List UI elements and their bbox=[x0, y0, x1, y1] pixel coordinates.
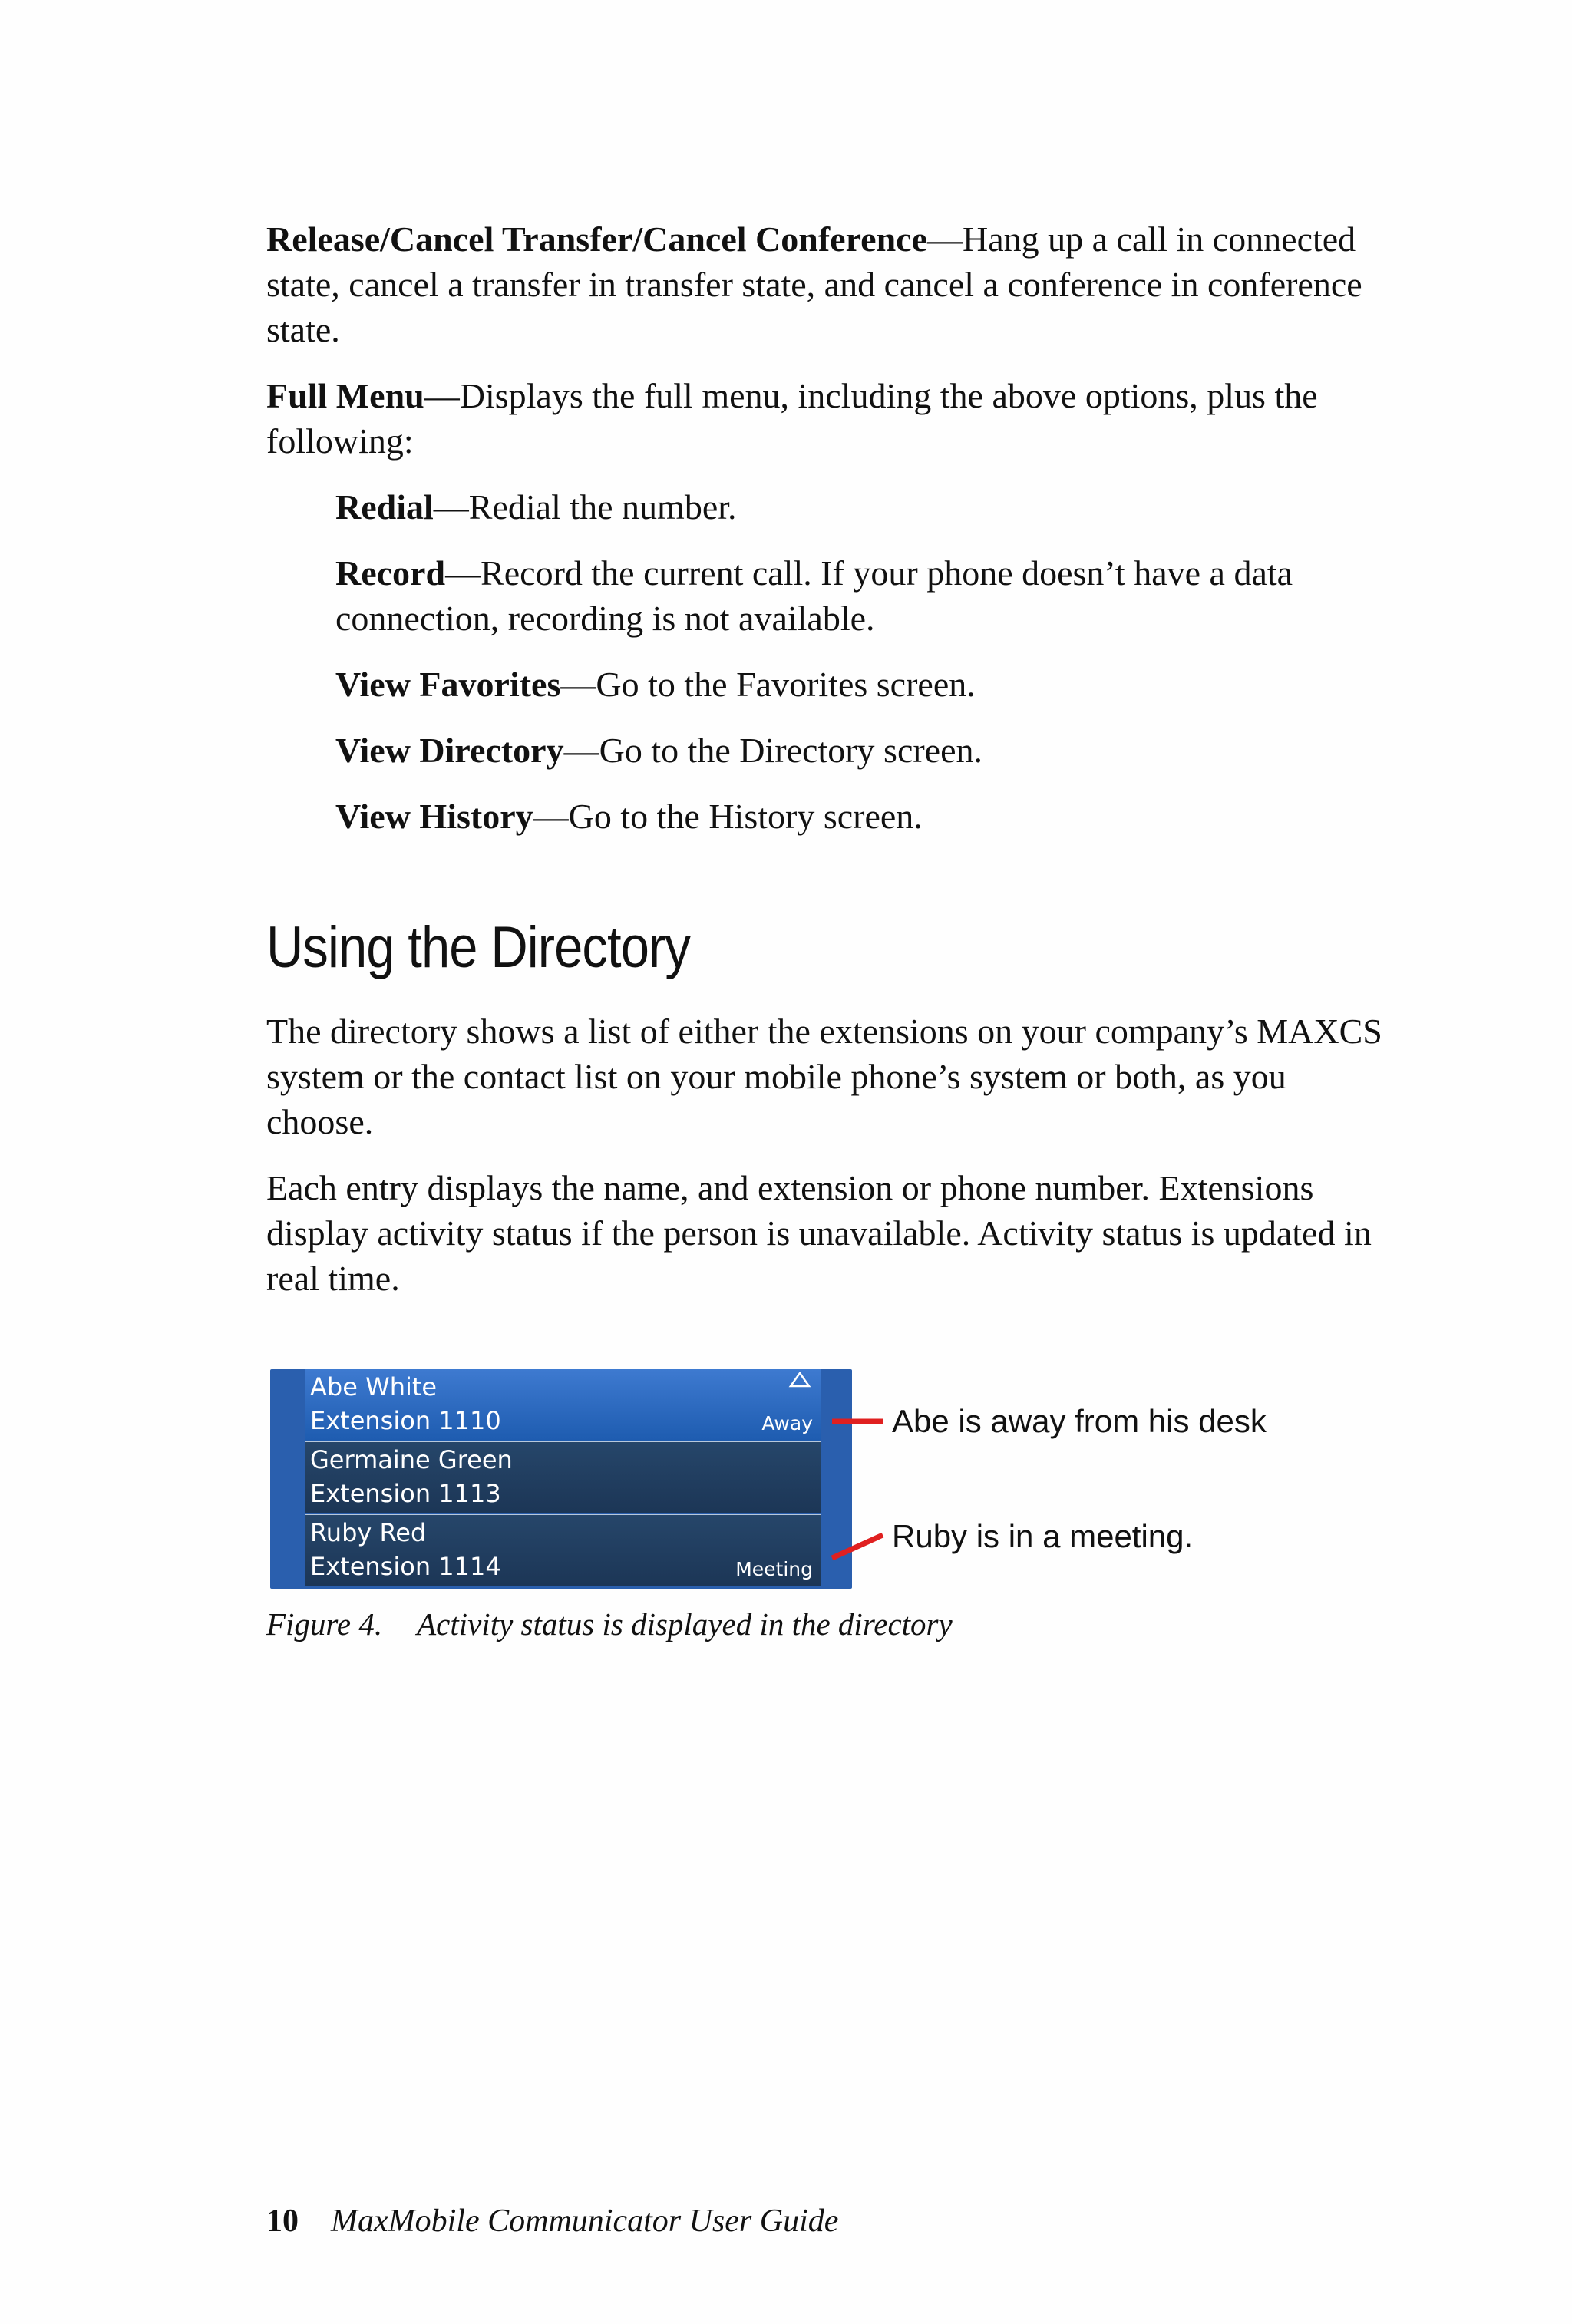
item-view-favorites bbox=[335, 662, 1395, 707]
section-heading: Using the Directory bbox=[266, 915, 690, 980]
term-full-menu: Full Menu bbox=[266, 376, 424, 415]
entry-name: Germaine Green bbox=[310, 1445, 513, 1474]
paragraph-directory-intro: The directory shows a list of either the extensions on your company’s MAXCS system or the contact list on your mobile phone’s system or both, as you choose. bbox=[266, 1012, 1382, 1141]
term-view-directory: View Directory bbox=[335, 731, 564, 770]
item-view-history bbox=[335, 794, 1395, 839]
term-view-history: View History bbox=[335, 797, 533, 836]
directory-entry[interactable] bbox=[305, 1369, 821, 1441]
desc-full-menu: —Displays the full menu, including the above options, plus the following: bbox=[266, 376, 1318, 461]
term-record: Record bbox=[335, 553, 446, 593]
callout-lines bbox=[829, 1405, 898, 1573]
directory-entry[interactable] bbox=[305, 1515, 821, 1586]
callout-line-meeting bbox=[832, 1535, 883, 1558]
directory-entry[interactable] bbox=[305, 1442, 821, 1513]
paragraph-release bbox=[266, 216, 1395, 352]
scroll-up-icon[interactable] bbox=[788, 1371, 811, 1389]
desc-view-directory: —Go to the Directory screen. bbox=[563, 731, 983, 770]
desc-record: —Record the current call. If your phone doesn’t have a data connection, recording is not available. bbox=[335, 553, 1293, 638]
directory-screenshot bbox=[270, 1369, 852, 1589]
entry-extension: Extension 1113 bbox=[310, 1479, 501, 1508]
page-number: 10 bbox=[266, 2204, 299, 2239]
entry-status: Meeting bbox=[735, 1558, 813, 1580]
desc-view-history: —Go to the History screen. bbox=[533, 797, 923, 836]
paragraph-full-menu bbox=[266, 373, 1395, 464]
desc-redial: —Redial the number. bbox=[433, 487, 737, 527]
item-record bbox=[335, 550, 1395, 641]
figure-caption bbox=[266, 1606, 953, 1642]
entry-extension: Extension 1114 bbox=[310, 1552, 501, 1581]
entry-name: Ruby Red bbox=[310, 1518, 427, 1547]
desc-release: —Hang up a call in connected state, cancel a transfer in transfer state, and cancel a conference in conference state. bbox=[266, 220, 1362, 349]
guide-title: MaxMobile Communicator User Guide bbox=[331, 2204, 839, 2239]
item-view-directory bbox=[335, 728, 1395, 773]
callout-meeting: Ruby is in a meeting. bbox=[892, 1518, 1194, 1554]
entry-extension: Extension 1110 bbox=[310, 1406, 501, 1435]
caption-label: Figure 4. bbox=[266, 1606, 383, 1642]
paragraph-entry-info: Each entry displays the name, and extension or phone number. Extensions display activity status if the person is unavailable. Activity status is updated in real time. bbox=[266, 1168, 1372, 1298]
entry-name: Abe White bbox=[310, 1372, 438, 1401]
term-redial: Redial bbox=[335, 487, 434, 527]
item-redial bbox=[335, 484, 1395, 530]
term-release: Release/Cancel Transfer/Cancel Conference bbox=[266, 220, 927, 259]
term-view-favorites: View Favorites bbox=[335, 665, 561, 704]
entry-status: Away bbox=[761, 1412, 813, 1434]
directory-section bbox=[266, 1008, 1395, 1301]
callout-away: Abe is away from his desk bbox=[892, 1403, 1267, 1439]
page-footer bbox=[266, 2203, 838, 2240]
desc-view-favorites: —Go to the Favorites screen. bbox=[560, 665, 976, 704]
intro-section bbox=[266, 216, 1395, 839]
caption-text: Activity status is displayed in the directory bbox=[417, 1606, 953, 1642]
